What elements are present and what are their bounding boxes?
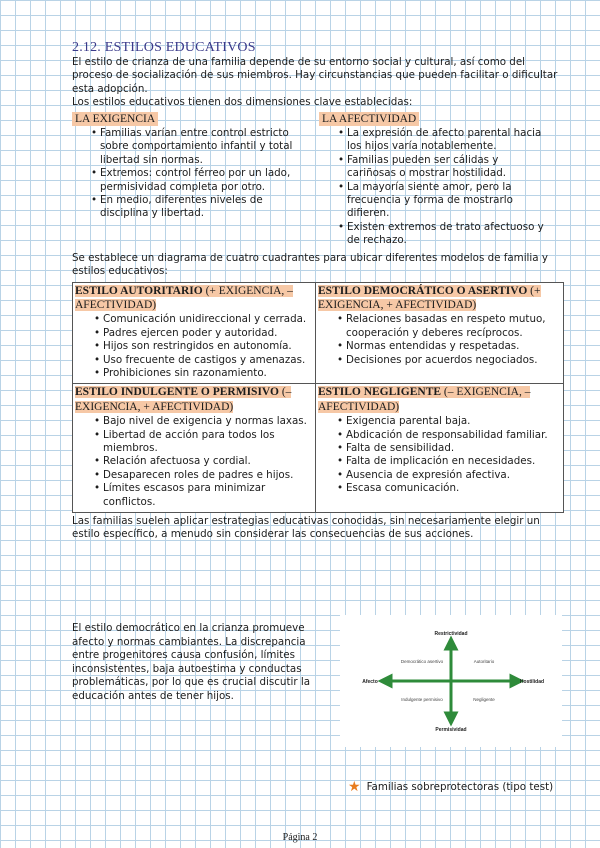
- afectividad-heading: LA AFECTIVIDAD: [319, 112, 419, 126]
- quadrant-indulgente: [73, 384, 316, 512]
- quadrant-list: [336, 313, 561, 367]
- list-item: • Uso frecuente de castigos y amenazas.: [93, 354, 313, 367]
- quadrant-title: ESTILO INDULGENTE O PERMISIVO: [75, 386, 279, 399]
- quadrant-label-bottom-right: Negligente: [473, 697, 495, 702]
- diagram-svg: [340, 615, 562, 747]
- quadrant-heading: [318, 285, 541, 311]
- document-body: [72, 40, 562, 542]
- list-item: • Relaciones basadas en respeto mutuo, cooperación y deberes recíprocos.: [336, 313, 561, 340]
- quadrant-autoritario: [73, 283, 316, 385]
- quadrant-subtitle: (+ EXIGENCIA, + AFECTIVIDAD): [318, 284, 541, 311]
- quadrant-title: ESTILO NEGLIGENTE: [318, 386, 442, 399]
- list-item: • Exigencia parental baja.: [336, 415, 561, 428]
- list-item: • Familias pueden ser cálidas y cariñosas o mostrar hostilidad.: [337, 154, 547, 181]
- quadrant-label-bottom-left: Indulgente permisivo: [401, 697, 443, 702]
- quadrant-table: [72, 282, 564, 514]
- quadrant-subtitle: (+ EXIGENCIA, – AFECTIVIDAD): [75, 284, 293, 311]
- list-item: • Prohibiciones sin razonamiento.: [93, 367, 313, 380]
- diagram-intro: Se establece un diagrama de cuatro cuadrantes para ubicar diferentes modelos de familia y estilos educativos:: [72, 251, 548, 278]
- list-item: • Libertad de acción para todos los miembros.: [93, 429, 313, 456]
- list-item: • Falta de implicación en necesidades.: [336, 455, 561, 468]
- dimensions-line: Los estilos educativos tienen dos dimensiones clave establecidas:: [72, 96, 413, 109]
- axis-label-top: Restrictividad: [434, 631, 468, 637]
- note-line: [348, 780, 553, 794]
- star-icon: ★: [348, 779, 361, 795]
- exigencia-heading: LA EXIGENCIA: [72, 112, 158, 126]
- list-item: • La expresión de afecto parental hacia los hijos varía notablemente.: [337, 127, 547, 154]
- intro-paragraph: El estilo de crianza de una familia depende de su entorno social y cultural, así como del proceso de socialización de sus miembros. Hay circunstancias que pueden facilitar o dificultar esta adopción.: [72, 56, 558, 95]
- list-item: • Escasa comunicación.: [336, 482, 561, 495]
- list-item: • En medio, diferentes niveles de disciplina y libertad.: [90, 194, 300, 221]
- list-item: • Desaparecen roles de padres e hijos.: [93, 469, 313, 482]
- axis-label-right: Hostilidad: [519, 679, 545, 685]
- quadrant-negligente: [316, 384, 563, 512]
- list-item: • Hijos son restringidos en autonomía.: [93, 340, 313, 353]
- quadrant-label-top-right: Autoritario: [473, 659, 495, 664]
- styles-diagram: [340, 615, 562, 747]
- strategies-paragraph: Las familias suelen aplicar estrategias educativas conocidas, sin necesariamente elegir un estilo específico, a menudo sin considerar las consecuencias de sus acciones.: [72, 515, 540, 541]
- afectividad-column: [317, 112, 562, 248]
- page-number: Página 2: [282, 832, 318, 843]
- axis-label-left: Afecto: [362, 679, 378, 685]
- afectividad-list: [337, 127, 547, 248]
- quadrant-heading: [318, 386, 530, 412]
- quadrant-subtitle: (– EXIGENCIA, – AFECTIVIDAD): [318, 386, 531, 413]
- list-item: • Relación afectuosa y cordial.: [93, 455, 313, 468]
- list-item: • Decisiones por acuerdos negociados.: [336, 354, 561, 367]
- quadrant-subtitle: (– EXIGENCIA, + AFECTIVIDAD): [75, 386, 292, 413]
- quadrant-list: [93, 415, 313, 509]
- section-title: 2.12. ESTILOS EDUCATIVOS: [72, 40, 256, 55]
- quadrant-heading: [75, 386, 291, 412]
- list-item: • Padres ejercen poder y autoridad.: [93, 327, 313, 340]
- note-text: Familias sobreprotectoras (tipo test): [366, 781, 554, 793]
- axis-label-bottom: Permisividad: [435, 727, 467, 733]
- quadrant-list: [93, 313, 313, 380]
- dimensions-columns: [72, 112, 562, 248]
- exigencia-list: [90, 127, 300, 221]
- quadrant-title: ESTILO AUTORITARIO: [75, 284, 203, 297]
- list-item: • Extremos: control férreo por un lado, permisividad completa por otro.: [90, 167, 300, 194]
- exigencia-column: [72, 112, 317, 248]
- list-item: • Abdicación de responsabilidad familiar.: [336, 429, 561, 442]
- list-item: • Bajo nivel de exigencia y normas laxas.: [93, 415, 313, 428]
- quadrant-title: ESTILO DEMOCRÁTICO O ASERTIVO: [318, 284, 528, 297]
- list-item: • Existen extremos de trato afectuoso y de rechazo.: [337, 221, 547, 248]
- list-item: • Límites escasos para minimizar conflictos.: [93, 482, 313, 509]
- quadrant-democratico: [316, 283, 563, 385]
- list-item: • Comunicación unidireccional y cerrada.: [93, 313, 313, 326]
- list-item: • Ausencia de expresión afectiva.: [336, 469, 561, 482]
- quadrant-list: [336, 415, 561, 495]
- closing-paragraph: El estilo democrático en la crianza promueve afecto y normas cambiantes. La discrepancia entre progenitores causa confusión, límites inconsistentes, baja autoestima y conductas problemáticas, por lo que es crucial discutir la educación antes de tener hijos.: [72, 622, 311, 702]
- list-item: • Familias varían entre control estricto sobre comportamiento infantil y total libertad sin normas.: [90, 127, 300, 167]
- quadrant-label-top-left: Democrático asertivo: [400, 659, 444, 664]
- list-item: • Falta de sensibilidad.: [336, 442, 561, 455]
- quadrant-heading: [75, 285, 293, 311]
- list-item: • La mayoría siente amor, pero la frecuencia y forma de mostrarlo difieren.: [337, 181, 547, 221]
- list-item: • Normas entendidas y respetadas.: [336, 340, 561, 353]
